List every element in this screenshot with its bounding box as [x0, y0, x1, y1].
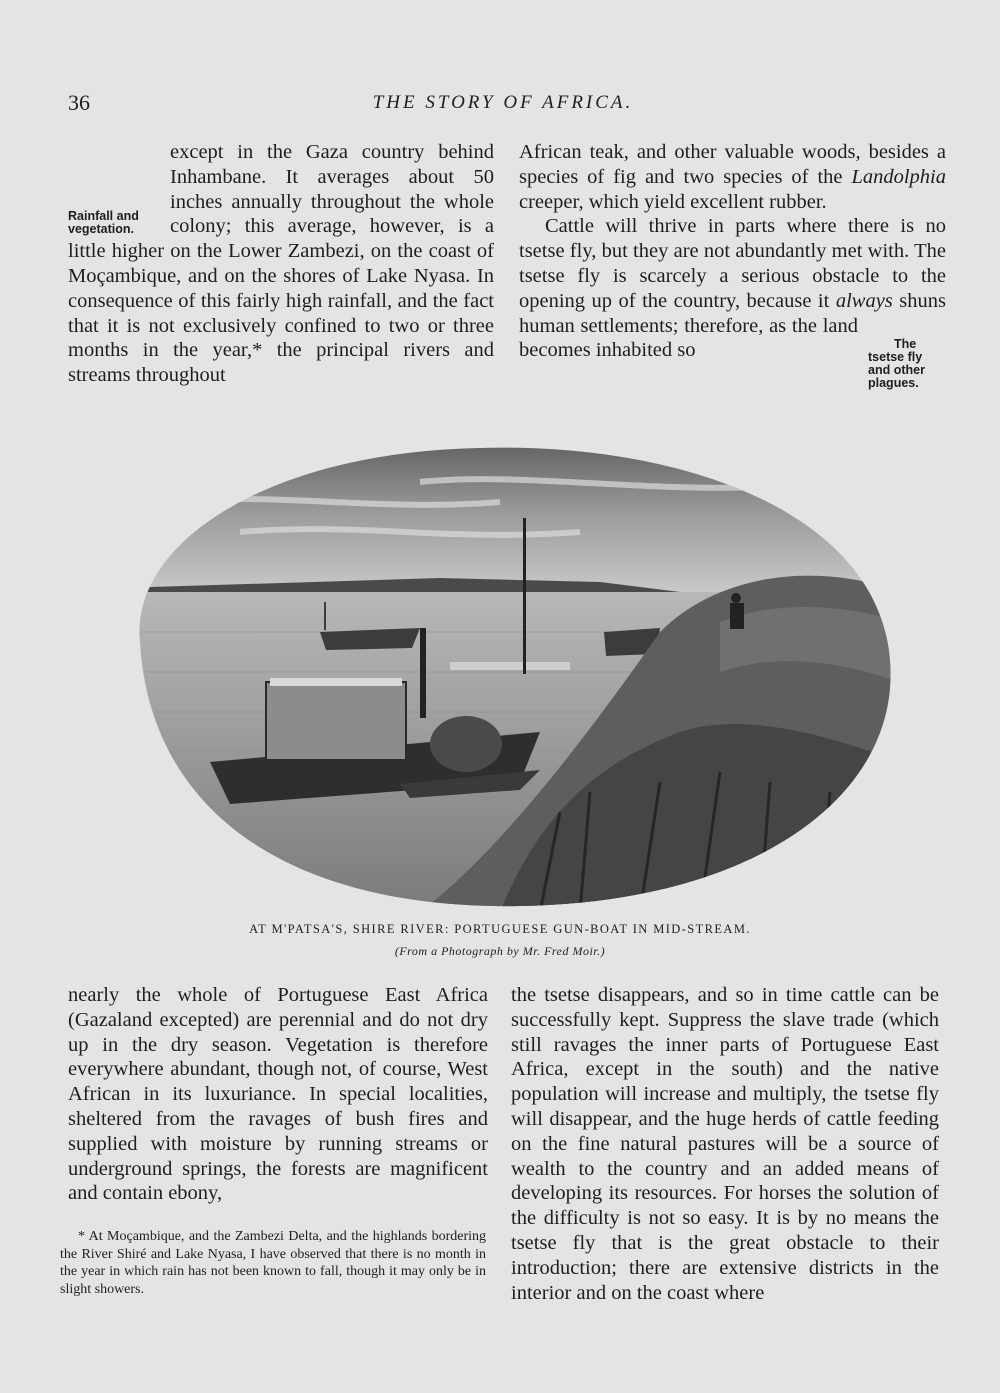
paragraph-text: except in the Gaza country behind Inhambane. It averages about 50 inches annually throughout the whole colony; this average, however, is a little higher on the Lower Zambezi, on the coast of Moçambique, and on the shores of Lake Nyasa. [68, 141, 494, 287]
paragraph [519, 214, 946, 391]
page-number: 36 [68, 90, 90, 115]
footnote [60, 1228, 486, 1298]
footnote-text: * At Moçambique, and the Zambezi Delta, and the highlands bordering the River Shiré and Lake Nyasa, I have observed that there is no month in the year in which rain has not been known to fall, though it may only be in slight showers. [60, 1229, 486, 1297]
paragraph: nearly the whole of Portuguese East Africa (Gazaland excepted) are perennial and do not dry up in the dry season. Vegetation is therefore everywhere abundant, though not, of course, West African in its luxuriance. In special localities, sheltered from the ravages of bush fires and supplied with moisture by running streams or underground springs, the forests are magnificent and contain ebony, [68, 984, 488, 1205]
page-header [68, 90, 938, 120]
sidenote-tsetse: The tsetse fly and other plagues. [868, 337, 925, 391]
paragraph-text: creeper, which yield excellent rubber. [519, 190, 827, 213]
column-bottom-left [68, 983, 488, 1206]
running-head: THE STORY OF AFRICA. [372, 92, 634, 113]
paragraph: the tsetse disappears, and so in time cattle can be successfully kept. Suppress the slave trade (which still ravages the inner parts of Portuguese East Africa, except in the south) and the native population will increase and multiply, the tsetse fly will disappear, and the huge herds of cattle feeding on the fine natural pastures will be a source of wealth to the country and an added means of developing its resources. For horses the solution of the difficulty is not so easy. It is by no means the tsetse fly that is the great obstacle to their introduction; there are extensive districts in the interior and on the coast where [511, 984, 939, 1304]
illustration-gunboat [120, 432, 900, 912]
paragraph-text: shuns human settlements; therefore, as the land becomes inhabited so [519, 289, 946, 362]
italic-term: Landolphia [851, 165, 946, 188]
paragraph-text: In consequence of this fairly high rainfall, and the fact that it is not exclusively confined to two or three months in the year,* the principal rivers and streams throughout [68, 264, 495, 387]
column-top-left [68, 140, 494, 388]
paragraph [519, 140, 946, 214]
paragraph-text: African teak, and other valuable woods, besides a species of fig and two species of the [519, 141, 946, 188]
paragraph-text: Cattle will thrive in parts where there is no tsetse fly, but they are not abundantly met with. The tsetse fly is scarcely a serious obstacle to the opening up of the country, because it [519, 215, 946, 312]
column-top-right [519, 140, 946, 390]
illustration-caption: AT M'PATSA'S, SHIRE RIVER: PORTUGUESE GUN-BOAT IN MID-STREAM. [249, 922, 751, 936]
column-bottom-right [511, 983, 939, 1305]
sidenote-rainfall: Rainfall and vegetation. [68, 209, 139, 236]
paragraph [68, 140, 494, 388]
italic-term: always [835, 289, 893, 312]
illustration-credit: (From a Photograph by Mr. Fred Moir.) [394, 944, 606, 958]
